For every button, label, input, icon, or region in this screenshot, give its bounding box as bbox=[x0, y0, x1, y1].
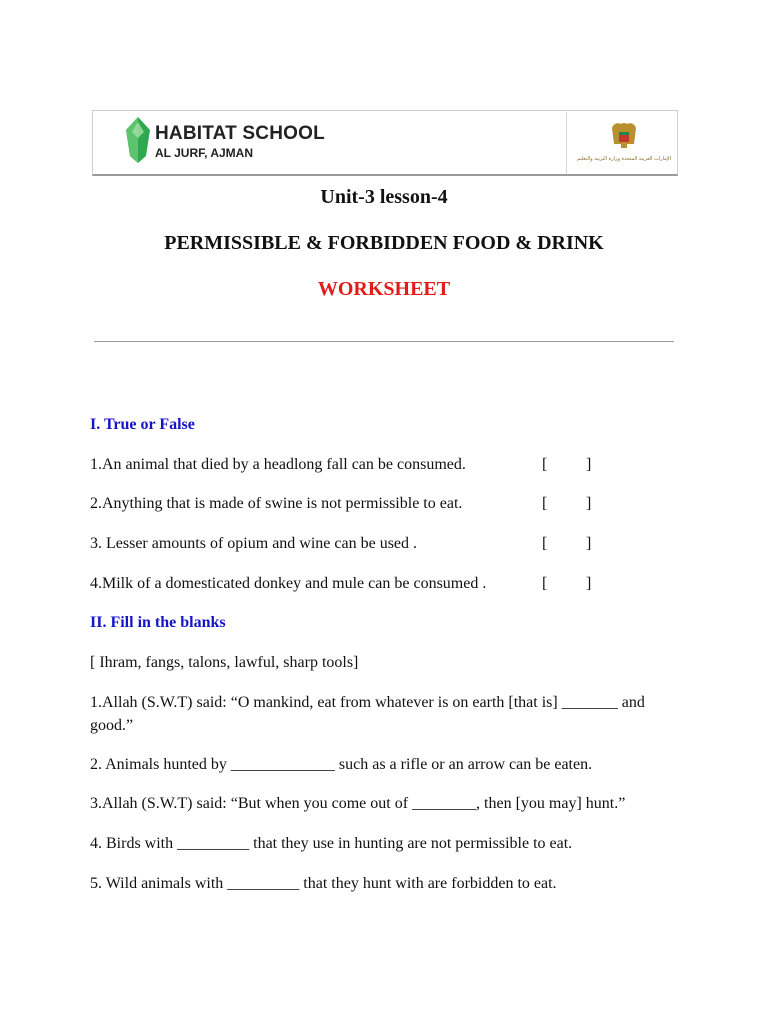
emblem-icon bbox=[574, 114, 674, 172]
unit-title: Unit-3 lesson-4 bbox=[320, 186, 448, 208]
ministry-logo-text: الإمارات العربية المتحدة وزارة التربية والتعليم bbox=[576, 156, 672, 162]
topic-title: PERMISSIBLE & FORBIDDEN FOOD & DRINK bbox=[164, 232, 604, 254]
school-location: AL JURF, AJMAN bbox=[155, 146, 254, 160]
section-heading-fill-blanks: II. Fill in the blanks bbox=[90, 614, 226, 631]
true-false-item: 1.An animal that died by a headlong fall can be consumed. bbox=[90, 456, 466, 473]
true-false-item: 2.Anything that is made of swine is not permissible to eat. bbox=[90, 495, 463, 512]
ministry-logo bbox=[574, 114, 674, 172]
divider-line bbox=[94, 341, 674, 342]
fill-blank-item: 3.Allah (S.W.T) said: “But when you come out of ________, then [you may] hunt.” bbox=[90, 795, 626, 812]
section-heading-true-false: I. True or False bbox=[90, 416, 195, 433]
fill-blank-item: 1.Allah (S.W.T) said: “O mankind, eat from whatever is on earth [that is] _______ and good.” bbox=[90, 694, 645, 734]
worksheet-title: WORKSHEET bbox=[317, 278, 451, 300]
school-name: HABITAT SCHOOL bbox=[155, 123, 325, 144]
true-false-item: 4.Milk of a domesticated donkey and mule can be consumed . bbox=[90, 575, 487, 592]
header-divider bbox=[566, 112, 567, 174]
school-logo-icon bbox=[124, 116, 152, 164]
fill-blank-item: 5. Wild animals with _________ that they hunt with are forbidden to eat. bbox=[90, 875, 557, 892]
true-false-item: 3. Lesser amounts of opium and wine can be used . bbox=[90, 535, 418, 552]
fill-blank-item: 2. Animals hunted by _____________ such as a rifle or an arrow can be eaten. bbox=[90, 756, 593, 773]
fill-blank-item: 4. Birds with _________ that they use in hunting are not permissible to eat. bbox=[90, 835, 573, 852]
word-bank: [ Ihram, fangs, talons, lawful, sharp tools] bbox=[90, 654, 359, 671]
